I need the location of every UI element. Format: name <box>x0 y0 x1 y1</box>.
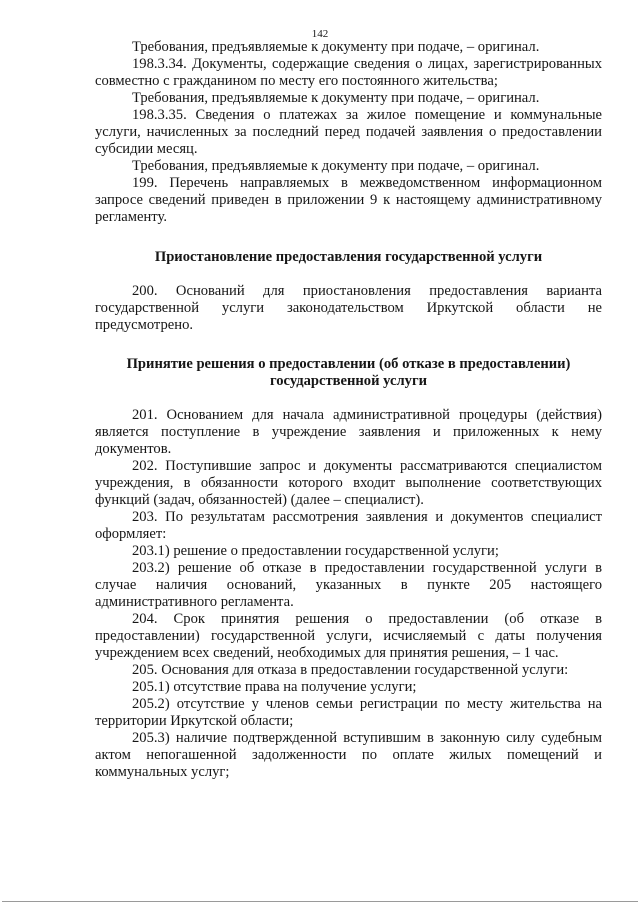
paragraph-201: 201. Основанием для начала административной процедуры (действия) является поступление в учреждение заявления и приложенных к нему документов. <box>95 407 602 457</box>
paragraph-203-1: 203.1) решение о предоставлении государственной услуги; <box>132 543 499 559</box>
paragraph-203: 203. По результатам рассмотрения заявления и документов специалист оформляет: <box>95 509 602 542</box>
bottom-scan-edge <box>2 901 638 902</box>
document-body <box>95 39 602 781</box>
paragraph-204: 204. Срок принятия решения о предоставлении (об отказе в предоставлении) государственной услуги, исчисляемый с даты получения учреждением всех сведений, необходимых для принятия решения, – 1 час. <box>95 611 602 661</box>
heading-decision: Принятие решения о предоставлении (об отказе в предоставлении) государственной услуги <box>126 356 571 389</box>
paragraph-203-2: 203.2) решение об отказе в предоставлении государственной услуги в случае наличия оснований, указанных в пункте 205 настоящего административного регламента. <box>95 560 602 610</box>
paragraph-202: 202. Поступившие запрос и документы рассматриваются специалистом учреждения, в обязанности которого входит выполнение соответствующих функций (задач, обязанностей) (далее – специалист). <box>95 458 602 508</box>
paragraph-198-3-34: 198.3.34. Документы, содержащие сведения о лицах, зарегистрированных совместно с гражданином по месту его постоянного жительства; <box>95 56 602 89</box>
paragraph-requirements-1: Требования, предъявляемые к документу при подаче, – оригинал. <box>132 39 540 55</box>
paragraph-198-3-35: 198.3.35. Сведения о платежах за жилое помещение и коммунальные услуги, начисленных за последний перед подачей заявления о предоставлении субсидии месяц. <box>95 107 602 157</box>
paragraph-205-3: 205.3) наличие подтвержденной вступившим в законную силу судебным актом непогашенной задолженности по оплате жилых помещений и коммунальных услуг; <box>95 730 602 780</box>
paragraph-205-1: 205.1) отсутствие права на получение услуги; <box>132 679 417 695</box>
paragraph-199: 199. Перечень направляемых в межведомственном информационном запросе сведений приведен в приложении 9 к настоящему административному регламенту. <box>95 175 602 225</box>
paragraph-205-2: 205.2) отсутствие у членов семьи регистрации по месту жительства на территории Иркутской области; <box>95 696 602 729</box>
page-number: 142 <box>311 28 329 40</box>
heading-suspension: Приостановление предоставления государственной услуги <box>154 249 543 265</box>
paragraph-200: 200. Оснований для приостановления предоставления варианта государственной услуги законодательством Иркутской области не предусмотрено. <box>95 283 602 333</box>
paragraph-205: 205. Основания для отказа в предоставлении государственной услуги: <box>132 662 569 678</box>
paragraph-requirements-3: Требования, предъявляемые к документу при подаче, – оригинал. <box>132 158 540 174</box>
paragraph-requirements-2: Требования, предъявляемые к документу при подаче, – оригинал. <box>132 90 540 106</box>
